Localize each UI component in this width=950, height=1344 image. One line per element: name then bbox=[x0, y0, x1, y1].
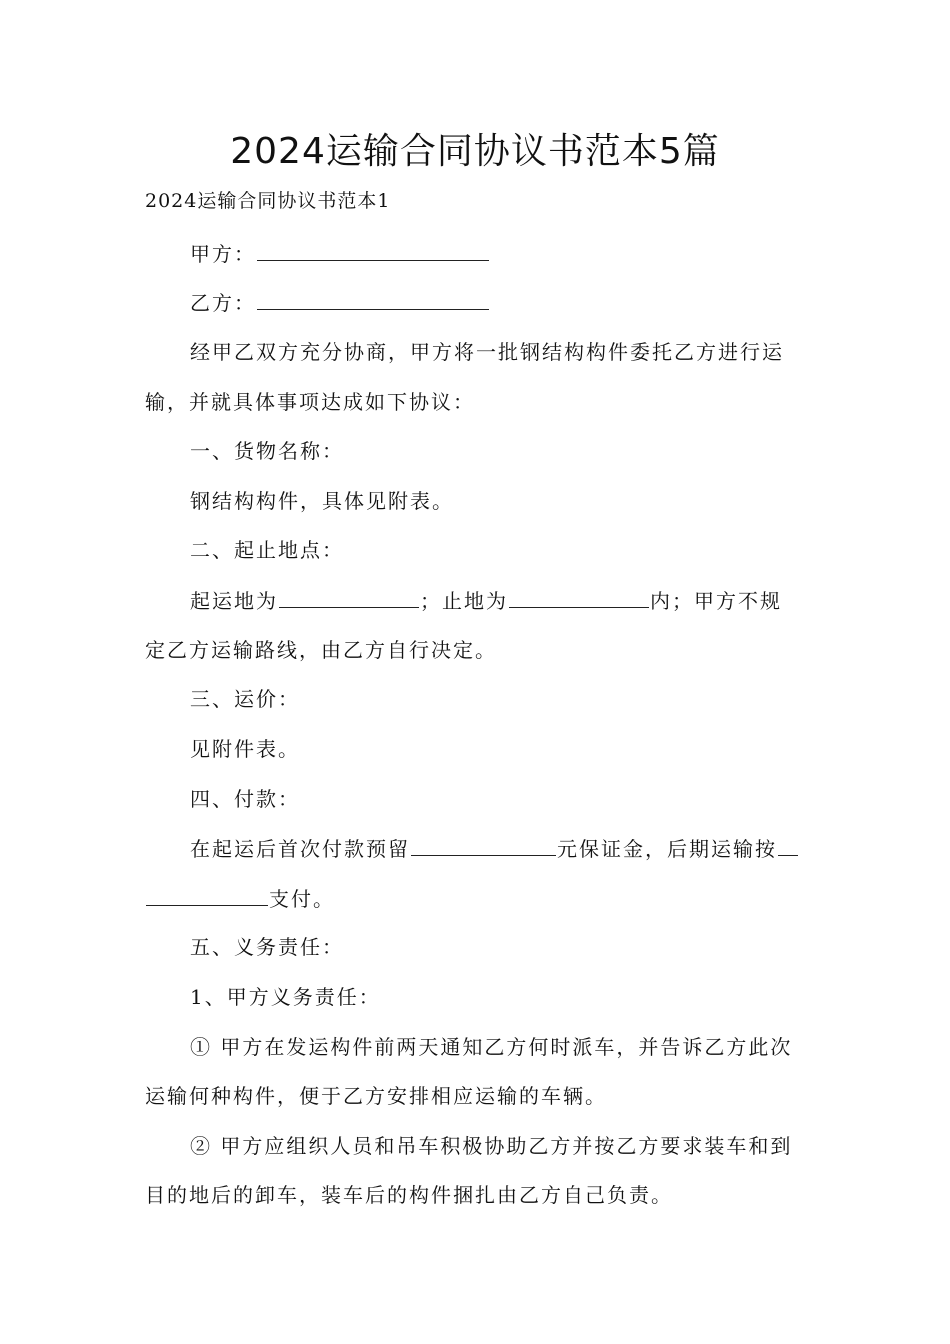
section-4-heading: 四、付款： bbox=[190, 787, 300, 811]
section-1-body: 钢结构构件，具体见附表。 bbox=[190, 489, 454, 513]
section-2-line-2: 定乙方运输路线，由乙方自行决定。 bbox=[145, 638, 497, 662]
section-4-line-1 bbox=[190, 833, 810, 864]
payment-terms-label: 元保证金，后期运输按 bbox=[557, 837, 777, 861]
payment-terms-blank-end bbox=[146, 883, 268, 906]
destination-blank bbox=[509, 585, 649, 608]
deposit-label: 在起运后首次付款预留 bbox=[190, 837, 410, 861]
section-5-item-2-line-1: ② 甲方应组织人员和吊车积极协助乙方并按乙方要求装车和到 bbox=[190, 1134, 793, 1158]
origin-blank bbox=[279, 585, 419, 608]
origin-label: 起运地为 bbox=[190, 589, 278, 613]
section-5-sub-1: 1、甲方义务责任： bbox=[190, 985, 381, 1009]
section-5-item-1-line-2: 运输何种构件，便于乙方安排相应运输的车辆。 bbox=[145, 1084, 607, 1108]
party-b-label: 乙方： bbox=[190, 291, 256, 315]
destination-label: ；止地为 bbox=[420, 589, 508, 613]
party-a-line bbox=[190, 238, 810, 269]
intro-line-2: 输，并就具体事项达成如下协议： bbox=[145, 390, 475, 414]
section-5-item-1-line-1: ① 甲方在发运构件前两天通知乙方何时派车，并告诉乙方此次 bbox=[190, 1035, 793, 1059]
route-text: 内；甲方不规 bbox=[650, 589, 782, 613]
section-3-body: 见附件表。 bbox=[190, 737, 300, 761]
intro-line-1: 经甲乙双方充分协商，甲方将一批钢结构构件委托乙方进行运 bbox=[190, 340, 784, 364]
deposit-blank bbox=[411, 833, 556, 856]
party-a-label: 甲方： bbox=[190, 242, 256, 266]
payment-suffix: 支付。 bbox=[269, 887, 335, 911]
section-1-heading: 一、货物名称： bbox=[190, 439, 344, 463]
section-3-heading: 三、运价： bbox=[190, 687, 300, 711]
section-2-line-1 bbox=[190, 585, 810, 616]
party-a-blank bbox=[257, 238, 489, 261]
section-5-item-2-line-2: 目的地后的卸车，装车后的构件捆扎由乙方自己负责。 bbox=[145, 1183, 673, 1207]
party-b-blank bbox=[257, 287, 489, 310]
document-subtitle: 2024运输合同协议书范本1 bbox=[145, 190, 391, 212]
section-4-line-2 bbox=[145, 883, 810, 914]
document-title: 2024运输合同协议书范本5篇 bbox=[230, 131, 720, 172]
party-b-line bbox=[190, 287, 810, 318]
payment-terms-blank-start bbox=[778, 833, 798, 856]
section-5-heading: 五、义务责任： bbox=[190, 935, 344, 959]
section-2-heading: 二、起止地点： bbox=[190, 538, 344, 562]
